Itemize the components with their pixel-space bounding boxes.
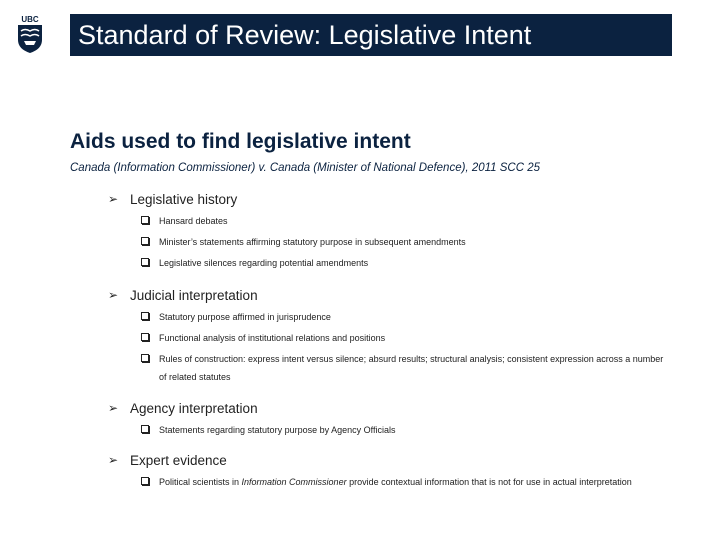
ubc-crest-icon — [14, 14, 46, 54]
checkbox-bullet-icon — [141, 333, 149, 341]
checkbox-bullet-icon — [141, 216, 149, 224]
bullet-level2 — [141, 212, 668, 230]
checkbox-bullet-icon — [141, 312, 149, 320]
bullet-text: Functional analysis of institutional relations and positions — [159, 333, 386, 343]
bullet-section-judicial-interpretation — [108, 285, 668, 386]
arrow-bullet-icon: ➢ — [108, 288, 119, 302]
bullet-text: Hansard debates — [159, 216, 228, 226]
bullet-label: Expert evidence — [130, 452, 227, 468]
bullet-list — [108, 189, 668, 491]
logo-text: UBC — [21, 15, 39, 24]
checkbox-bullet-icon — [141, 477, 149, 485]
slide-title: Standard of Review: Legislative Intent — [70, 14, 672, 56]
checkbox-bullet-icon — [141, 258, 149, 266]
checkbox-bullet-icon — [141, 354, 149, 362]
bullet-section-expert-evidence — [108, 450, 668, 491]
bullet-text: Minister’s statements affirming statutory purpose in subsequent amendments — [159, 237, 466, 247]
arrow-bullet-icon: ➢ — [108, 192, 119, 206]
bullet-text: Political scientists in Information Commissioner provide contextual information that is not for use in actual interpretation — [159, 477, 632, 487]
checkbox-bullet-icon — [141, 425, 149, 433]
bullet-label: Agency interpretation — [130, 400, 258, 416]
arrow-bullet-icon: ➢ — [108, 401, 119, 415]
bullet-level2 — [141, 350, 668, 386]
bullet-level1 — [108, 285, 668, 305]
bullet-text: Rules of construction: express intent versus silence; absurd results; structural analysis; consistent expression across a number of related statutes — [159, 354, 664, 382]
bullet-section-legislative-history — [108, 189, 668, 272]
case-name-italic: Information Commissioner — [241, 477, 347, 487]
case-citation: Canada (Information Commissioner) v. Canada (Minister of National Defence), 2011 SCC 25 — [70, 162, 541, 174]
bullet-level2 — [141, 233, 668, 251]
bullet-level1 — [108, 398, 668, 418]
bullet-section-agency-interpretation — [108, 398, 668, 439]
bullet-label: Legislative history — [130, 191, 238, 207]
bullet-level2 — [141, 308, 668, 326]
bullet-label: Judicial interpretation — [130, 287, 258, 303]
bullet-text: Statements regarding statutory purpose by Agency Officials — [159, 425, 396, 435]
bullet-level2 — [141, 473, 668, 491]
bullet-text: Statutory purpose affirmed in jurisprudence — [159, 312, 331, 322]
bullet-level2 — [141, 254, 668, 272]
arrow-bullet-icon: ➢ — [108, 453, 119, 467]
bullet-level2 — [141, 329, 668, 347]
section-heading: Aids used to find legislative intent — [70, 130, 411, 153]
bullet-level1 — [108, 189, 668, 209]
bullet-text: Legislative silences regarding potential amendments — [159, 258, 369, 268]
ubc-logo — [14, 14, 46, 54]
checkbox-bullet-icon — [141, 237, 149, 245]
bullet-level2 — [141, 421, 668, 439]
bullet-level1 — [108, 450, 668, 470]
